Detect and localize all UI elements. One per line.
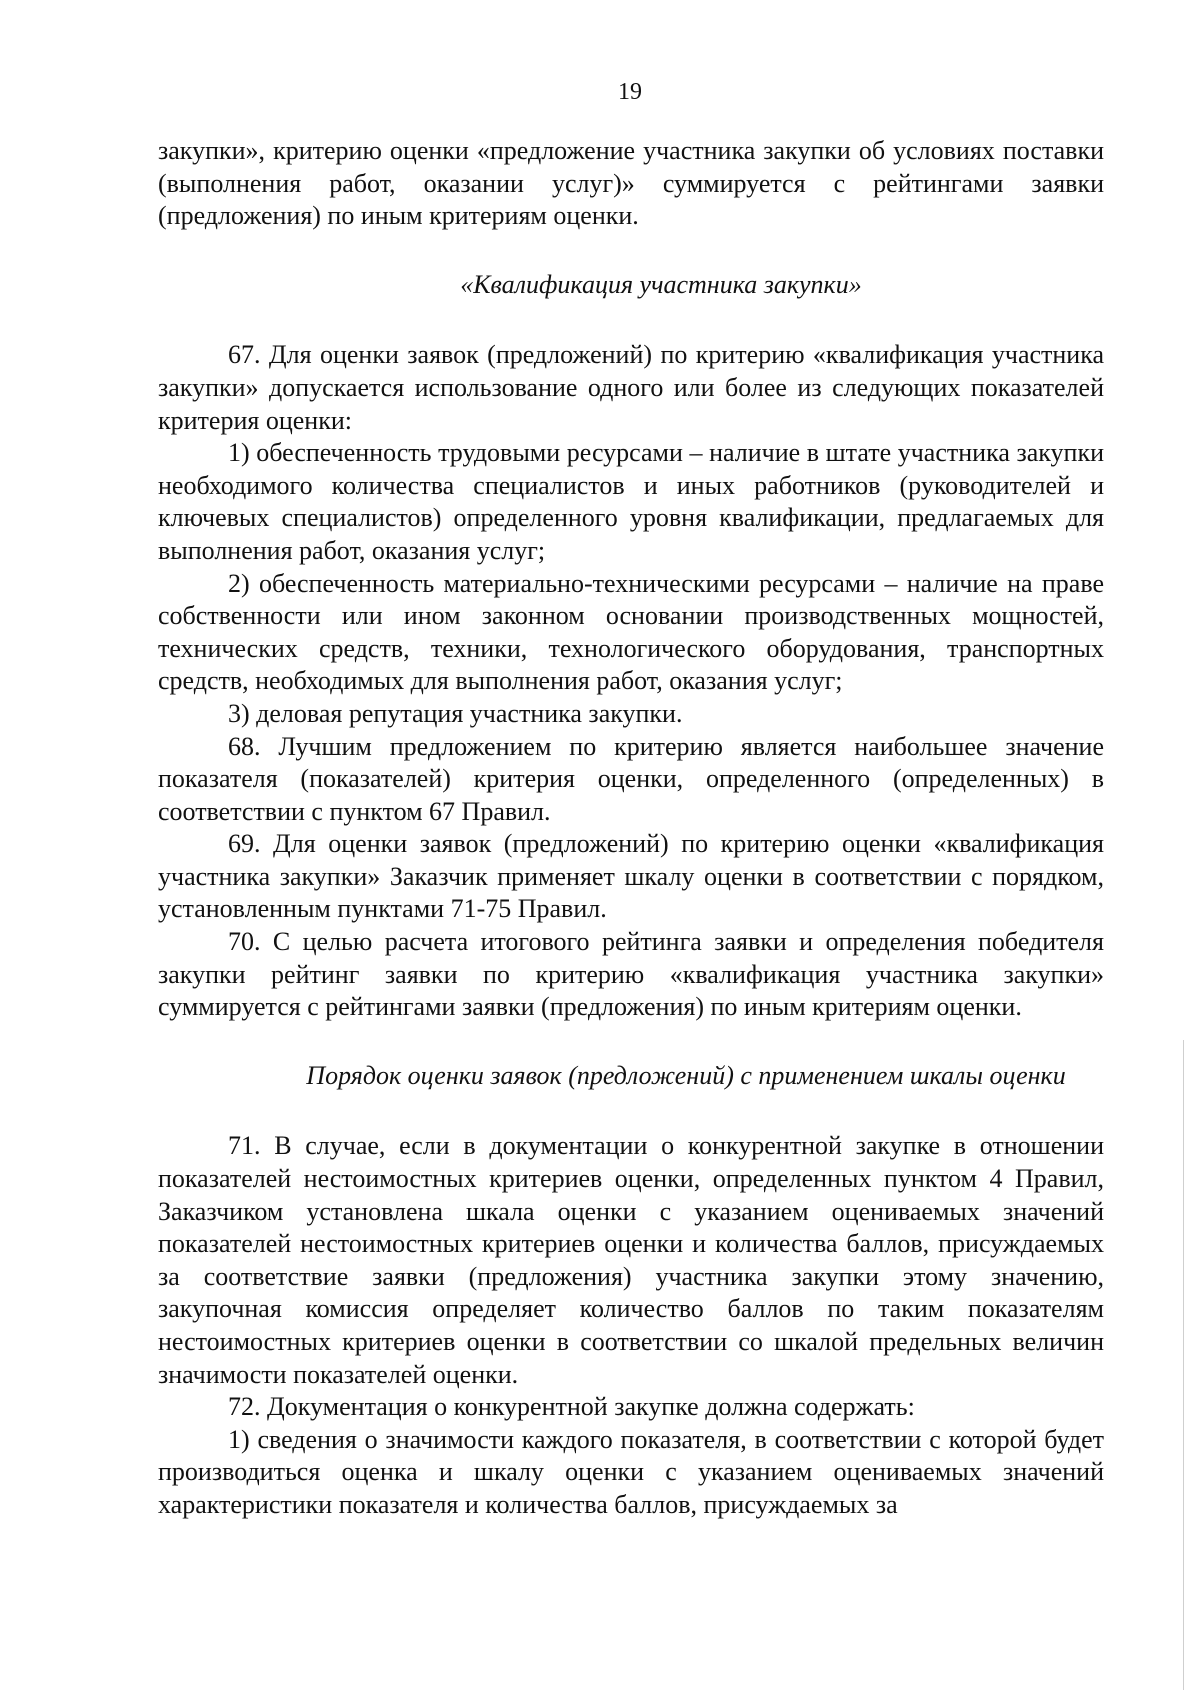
section-heading-scale: Порядок оценки заявок (предложений) с применением шкалы оценки [306,1060,1066,1090]
document-body [158,135,1104,1522]
paragraph-68: 68. Лучшим предложением по критерию является наибольшее значение показателя (показателей) критерия оценки, определенного (определенных) в соответствии с пунктом 67 Правил. [158,731,1104,826]
paragraph-continuation: закупки», критерию оценки «предложение участника закупки об условиях поставки (выполнения работ, оказании услуг)» суммируется с рейтингами заявки (предложения) по иным критериям оценки. [158,136,1104,231]
paragraph-69: 69. Для оценки заявок (предложений) по критерию оценки «квалификация участника закупки» Заказчик применяет шкалу оценки в соответствии с порядком, установленным пунктами 71-75 Правил. [158,829,1104,924]
section-heading-qualification: «Квалификация участника закупки» [460,269,862,299]
paragraph-72-item-1: 1) сведения о значимости каждого показателя, в соответствии с которой будет производиться оценка и шкалу оценки с указанием оцениваемых значений характеристики показателя и количества баллов, присуждаемых за [158,1424,1104,1519]
paragraph-72: 72. Документация о конкурентной закупке должна содержать: [228,1392,915,1422]
paragraph-71: 71. В случае, если в документации о конкурентной закупке в отношении показателей нестоимостных критериев оценки, определенных пунктом 4 Правил, Заказчиком установлена шкала оценки с указанием оцениваемых значений показателей нестоимостных критериев оценки и количества баллов, присуждаемых за соответствие заявки (предложения) участника закупки этому значению, закупочная комиссия определяет количество баллов по таким показателям нестоимостных критериев оценки в соответствии со шкалой предельных величин значимости показателей оценки. [158,1131,1104,1389]
paragraph-70: 70. С целью расчета итогового рейтинга заявки и определения победителя закупки рейтинг заявки по критерию «квалификация участника закупки» суммируется с рейтингами заявки (предложения) по иным критериям оценки. [158,927,1104,1022]
paragraph-67-item-2: 2) обеспеченность материально-техническими ресурсами – наличие на праве собственности или ином законном основании производственных мощностей, технических средств, техники, технологического оборудования, транспортных средств, необходимых для выполнения работ, оказания услуг; [158,568,1104,696]
paragraph-67-item-1: 1) обеспеченность трудовыми ресурсами – наличие в штате участника закупки необходимого количества специалистов и иных работников (руководителей и ключевых специалистов) определенного уровня квалификации, предлагаемых для выполнения работ, оказания услуг; [158,438,1104,565]
scan-edge-line [1183,1040,1184,1690]
paragraph-67-item-3: 3) деловая репутация участника закупки. [228,698,683,728]
paragraph-67: 67. Для оценки заявок (предложений) по критерию «квалификация участника закупки» допускается использование одного или более из следующих показателей критерия оценки: [158,340,1104,435]
page-number: 19 [618,79,642,105]
